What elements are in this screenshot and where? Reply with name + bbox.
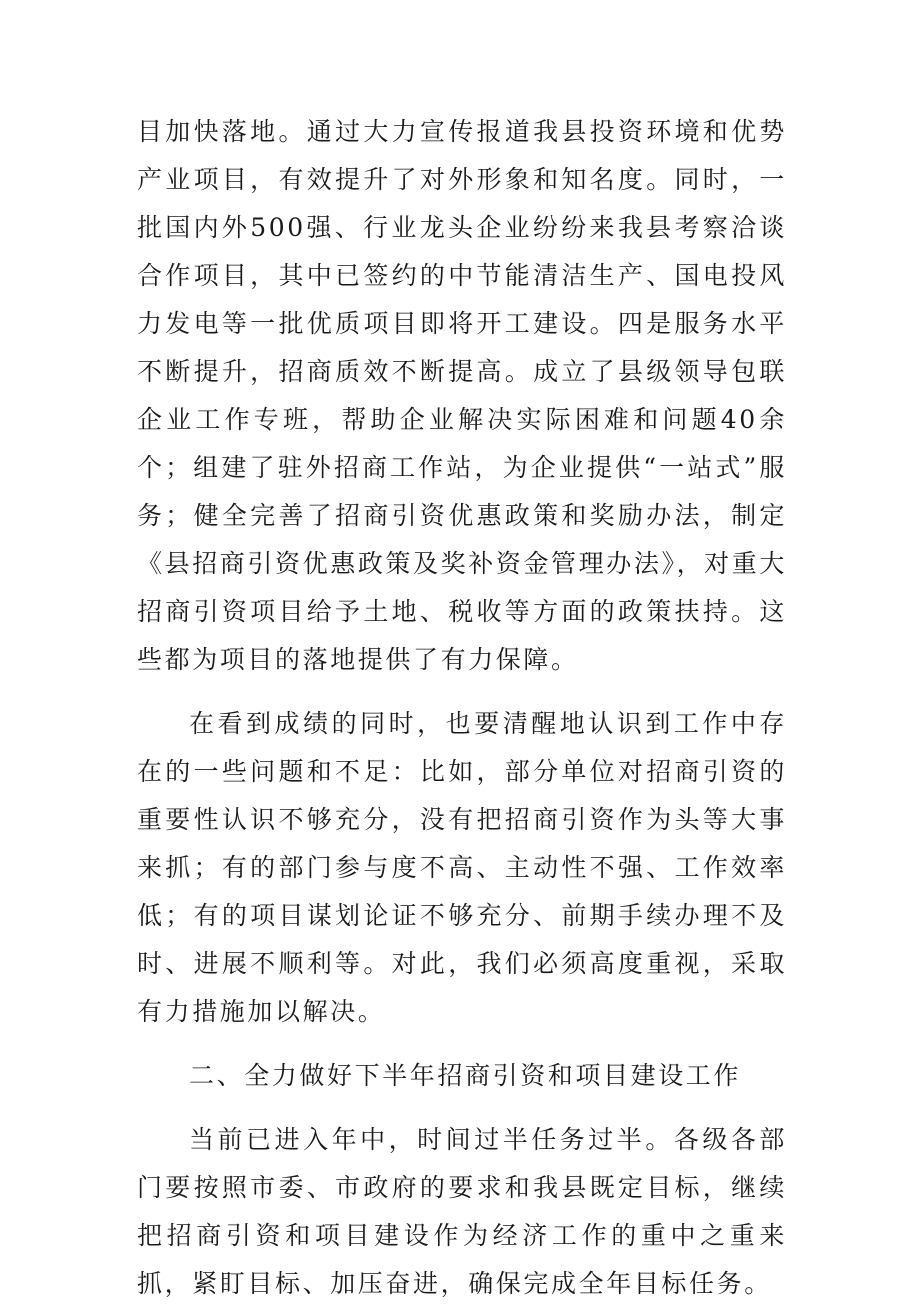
document-body — [137, 108, 787, 1308]
section-heading: 二、全力做好下半年招商引资和项目建设工作 — [189, 1061, 742, 1090]
paragraph-continued: 目加快落地。通过大力宣传报道我县投资环境和优势产业项目，有效提升了对外形象和知名度。同时，一批国内外500强、行业龙头企业纷纷来我县考察洽谈合作项目，其中已签约的中节能清洁生产、国电投风力发电等一批优质项目即将开工建设。四是服务水平不断提升，招商质效不断提高。成立了县级领导包联企业工作专班，帮助企业解决实际困难和问题40余个；组建了驻外招商工作站，为企业提供“一站式”服务；健全完善了招商引资优惠政策和奖励办法，制定《县招商引资优惠政策及奖补资金管理办法》，对重大招商引资项目给予土地、税收等方面的政策扶持。这些都为项目的落地提供了有力保障。 — [137, 117, 787, 674]
paragraph-problems: 在看到成绩的同时，也要清醒地认识到工作中存在的一些问题和不足：比如，部分单位对招商引资的重要性认识不够充分，没有把招商引资作为头等大事来抓；有的部门参与度不高、主动性不强、工作效率低；有的项目谋划论证不够充分、前期手续办理不及时、进展不顺利等。对此，我们必须高度重视，采取有力措施加以解决。 — [137, 709, 787, 1026]
paragraph-current-tasks: 当前已进入年中，时间过半任务过半。各级各部门要按照市委、市政府的要求和我县既定目标，继续把招商引资和项目建设作为经济工作的重中之重来抓，紧盯目标、加压奋进，确保完成全年目标任务。 — [137, 1125, 787, 1298]
